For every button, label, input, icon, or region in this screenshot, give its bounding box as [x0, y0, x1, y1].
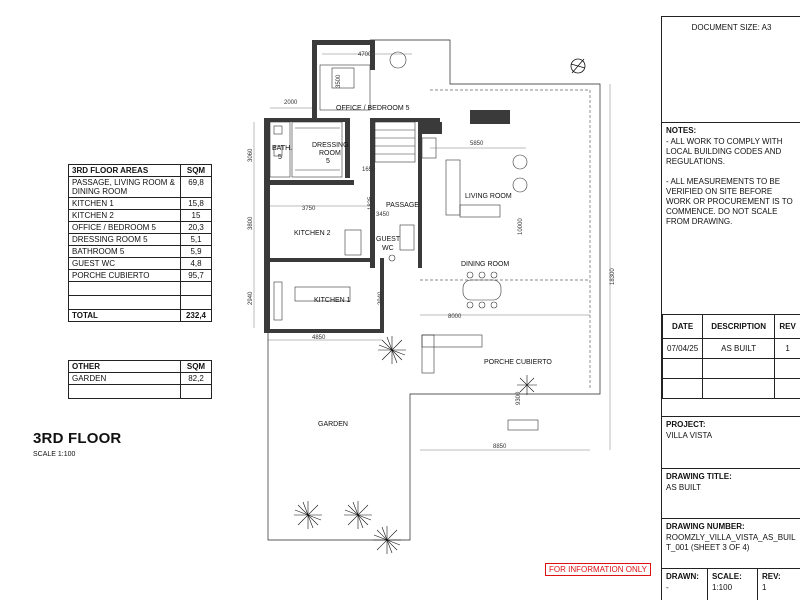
room-label-kitchen-1: KITCHEN 1: [314, 297, 351, 304]
rev-value: 1: [762, 583, 767, 592]
table-row: [69, 373, 212, 385]
notes-section: [662, 122, 800, 314]
area-label: PASSAGE, LIVING ROOM & DINING ROOM: [69, 177, 181, 198]
room-label-bath-number: 5: [278, 154, 282, 161]
revision-header-rev: REV: [775, 315, 800, 339]
room-label-bath: BATH.: [272, 145, 293, 152]
revision-header-description: DESCRIPTION: [703, 315, 775, 339]
note-item: - ALL MEASUREMENTS TO BE VERIFIED ON SITE BEFORE WORK OR PROCUREMENT IS TO COMMENCE. DO NOT SCALE FROM DRAWING.: [666, 177, 795, 226]
dimension-label: 2940: [248, 291, 254, 305]
project-heading: PROJECT:: [666, 420, 706, 429]
dimension-label: 1650: [362, 167, 376, 173]
total-value: 232,4: [181, 310, 212, 322]
room-label-kitchen-2: KITCHEN 2: [294, 230, 331, 237]
room-label-living: LIVING ROOM: [465, 193, 512, 200]
dimension-label: 4850: [312, 335, 326, 341]
drawing-title-heading: DRAWING TITLE:: [666, 472, 732, 481]
scale-cell: [708, 569, 758, 600]
room-label-office: OFFICE / BEDROOM 5: [336, 105, 410, 112]
area-label: KITCHEN 2: [69, 210, 181, 222]
dimension-label: 8000: [448, 314, 462, 320]
note-item: - ALL WORK TO COMPLY WITH LOCAL BUILDING CODES AND REGULATIONS.: [666, 137, 785, 166]
north-arrow-icon: [571, 59, 585, 73]
other-header-unit: SQM: [181, 361, 212, 373]
dimension-label: 9300: [516, 391, 522, 405]
area-label: KITCHEN 1: [69, 198, 181, 210]
blank-row: [69, 385, 212, 399]
area-label: PORCHE CUBIERTO: [69, 270, 181, 282]
areas-header-unit: SQM: [181, 165, 212, 177]
blank-row: [69, 282, 212, 296]
info-stamp: FOR INFORMATION ONLY: [545, 563, 651, 576]
dimension-label: 5850: [470, 141, 484, 147]
table-row: [69, 234, 212, 246]
drawing-number-section: [662, 518, 800, 570]
revision-date: 07/04/25: [663, 339, 703, 359]
areas-header-row: [69, 165, 212, 177]
drawing-number: ROOMZLY_VILLA_VISTA_AS_BUILT_001 (SHEET 3 OF 4): [666, 533, 796, 552]
table-row: [69, 246, 212, 258]
drawing-number-heading: DRAWING NUMBER:: [666, 522, 745, 531]
floor-title: 3RD FLOOR: [33, 430, 122, 447]
area-value: 4,8: [181, 258, 212, 270]
dimension-label: 1825: [368, 196, 374, 210]
room-label-guest: GUEST: [376, 236, 401, 243]
other-header-label: OTHER: [69, 361, 181, 373]
area-label: OFFICE / BEDROOM 5: [69, 222, 181, 234]
drawing-title: AS BUILT: [666, 483, 701, 492]
floor-scale: SCALE 1:100: [33, 451, 76, 458]
dimension-label: 3450: [376, 212, 390, 218]
area-label: DRESSING ROOM 5: [69, 234, 181, 246]
area-value: 15,8: [181, 198, 212, 210]
blank-row: [663, 359, 800, 379]
drawing-title-section: [662, 468, 800, 520]
dimension-label: 10000: [518, 218, 524, 235]
rev-cell: [758, 569, 785, 600]
areas-header-label: 3RD FLOOR AREAS: [69, 165, 181, 177]
rev-heading: REV:: [762, 572, 781, 581]
project-name: VILLA VISTA: [666, 431, 713, 440]
room-label-dressing: DRESSING: [312, 142, 349, 149]
dimension-label: 3060: [248, 148, 254, 162]
scale-value: 1:100: [712, 583, 733, 592]
dimension-label: 4700: [358, 52, 372, 58]
revision-header-date: DATE: [663, 315, 703, 339]
dimension-label: 3800: [248, 216, 254, 230]
notes-list: [662, 135, 800, 239]
table-row: [69, 258, 212, 270]
drawn-heading: DRAWN:: [666, 572, 699, 581]
revision-table: [662, 314, 800, 399]
scale-heading: SCALE:: [712, 572, 742, 581]
table-row: [69, 210, 212, 222]
blank-row: [69, 296, 212, 310]
drawn-value: -: [666, 583, 669, 592]
area-value: 82,2: [181, 373, 212, 385]
floor-plan: [240, 30, 620, 570]
room-label-passage: PASSAGE: [386, 202, 419, 209]
table-row: [69, 198, 212, 210]
dimension-label: 3750: [302, 206, 316, 212]
revision-description: AS BUILT: [703, 339, 775, 359]
other-header-row: [69, 361, 212, 373]
dimension-label: 8850: [493, 444, 507, 450]
notes-heading: NOTES:: [666, 126, 697, 135]
project-section: [662, 416, 800, 468]
drawing-info-row: [662, 568, 800, 600]
revision-number: 1: [775, 339, 800, 359]
room-label-dressing-room: ROOM: [319, 150, 341, 157]
room-label-garden: GARDEN: [318, 421, 348, 428]
room-label-dining: DINING ROOM: [461, 261, 510, 268]
blank-row: [663, 379, 800, 399]
dimension-label: 2940: [378, 291, 384, 305]
area-value: 69,8: [181, 177, 212, 198]
area-value: 20,3: [181, 222, 212, 234]
table-row: [69, 222, 212, 234]
drawn-cell: [662, 569, 708, 600]
dimension-label: 2000: [284, 100, 298, 106]
area-label: BATHROOM 5: [69, 246, 181, 258]
other-table: [68, 360, 212, 399]
area-label: GUEST WC: [69, 258, 181, 270]
area-value: 15: [181, 210, 212, 222]
area-value: 5,9: [181, 246, 212, 258]
table-row: [663, 339, 800, 359]
area-value: 95,7: [181, 270, 212, 282]
dimension-label: 3500: [336, 74, 342, 88]
document-size: DOCUMENT SIZE: A3: [662, 16, 800, 38]
table-row: [69, 177, 212, 198]
title-block: [661, 16, 800, 600]
area-value: 5,1: [181, 234, 212, 246]
room-label-porche: PORCHE CUBIERTO: [484, 359, 552, 366]
total-label: TOTAL: [69, 310, 181, 322]
dimension-label: 18300: [610, 268, 616, 285]
room-label-guest-wc: WC: [382, 245, 394, 252]
area-label: GARDEN: [69, 373, 181, 385]
total-row: [69, 310, 212, 322]
revision-header-row: [663, 315, 800, 339]
room-label-dressing-number: 5: [326, 158, 330, 165]
areas-table: [68, 164, 212, 322]
table-row: [69, 270, 212, 282]
